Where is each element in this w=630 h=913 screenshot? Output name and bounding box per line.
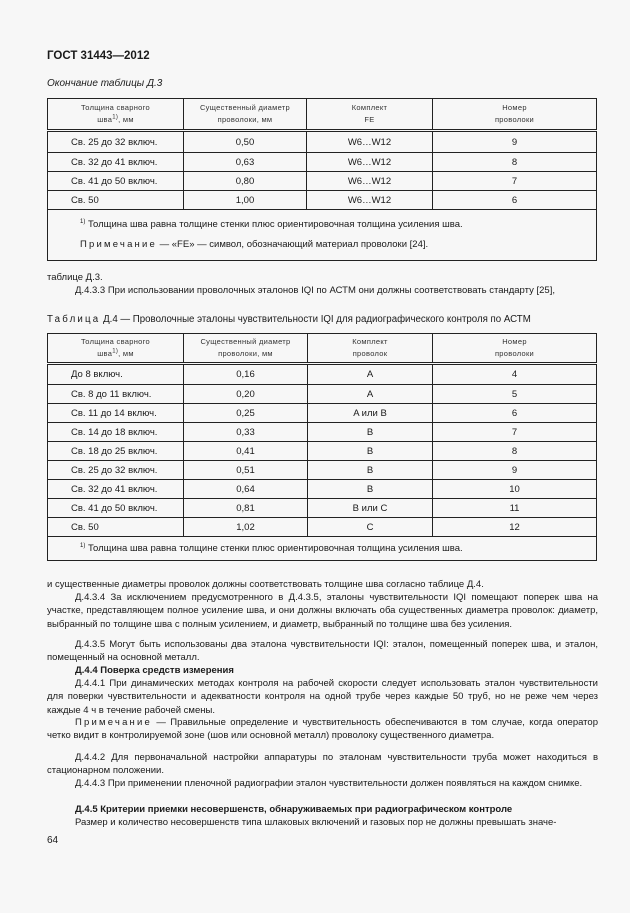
footnote: $^{1)}$ Толщина шва равна толщине стенки плюс ориентировочная толщина усиления шва.: [80, 218, 463, 230]
table-row: Св. 8 до 11 включ. 0,20 A 5: [48, 385, 597, 404]
table-footnote-row: [48, 537, 597, 561]
table-continuation-caption: Окончание таблицы Д.3: [47, 78, 163, 89]
table-row: До 8 включ. 0,16 A 4: [48, 364, 597, 385]
page-number: 64: [47, 835, 59, 846]
col-header-set: Комплект FE: [307, 99, 433, 131]
paragraph-d433: Д.4.3.3 При использовании проволочных эталонов IQI по АСТМ они должны соответствовать стандарту [25],: [75, 285, 555, 296]
heading-d45: Д.4.5 Критерии приемки несовершенств, обнаруживаемых при радиографическом контроле: [75, 804, 513, 815]
document-id: ГОСТ 31443—2012: [47, 50, 150, 62]
paragraph-continuation: таблице Д.3.: [47, 272, 103, 283]
table-row: Св. 32 до 41 включ. 0,63 W6…W12 8: [48, 153, 597, 172]
footnote: $^{1)}$ Толщина шва равна толщине стенки плюс ориентировочная толщина усиления шва.: [48, 537, 597, 561]
col-header-wire-number: Номер проволоки: [433, 334, 597, 364]
table-row: Св. 32 до 41 включ. 0,64 B 10: [48, 480, 597, 499]
table-row: Св. 41 до 50 включ. 0,80 W6…W12 7: [48, 172, 597, 191]
paragraph-d4-continuation: и существенные диаметры проволок должны соответствовать толщине шва согласно таблице Д.4.: [47, 579, 484, 590]
col-header-thickness: Толщина сварного шва$^{1)}$, мм: [48, 99, 184, 131]
paragraph-d442: Д.4.4.2 Для первоначальной настройки аппаратуры по эталонам чувствительности труба может находиться в стационарном положении.: [47, 752, 598, 777]
paragraph-d441: Д.4.4.1 При динамических методах контроля на рабочей скорости следует использовать эталон чувствительности для поверки чувствительности и адекватности контроля на одной трубе через каждые 50 труб, но не реже чем через каждые 4 ч в течение рабочей смены.: [47, 678, 598, 716]
table-d4-title: Таблица Д.4 — Проволочные эталоны чувствительности IQI для радиографического контроля по АСТМ: [47, 314, 531, 325]
paragraph-d443: Д.4.4.3 При применении пленочной радиографии эталон чувствительности должен появляться на каждом снимке.: [75, 778, 583, 789]
note: Примечание — «FE» — символ, обозначающий материал проволоки [24].: [80, 239, 429, 250]
col-header-wire-set: Комплект проволок: [308, 334, 433, 364]
table-d4: [47, 333, 597, 561]
table-d3: [47, 98, 597, 261]
table-row: Св. 50 1,02 C 12: [48, 518, 597, 537]
table-row: Св. 14 до 18 включ. 0,33 B 7: [48, 423, 597, 442]
table-row: Св. 41 до 50 включ. 0,81 B или C 11: [48, 499, 597, 518]
paragraph-d435: Д.4.3.5 Могут быть использованы два эталона чувствительности IQI: эталон, помещенный поперек шва, и эталон, помещенный на основной металл.: [47, 639, 598, 664]
paragraph-d45: Размер и количество несовершенств типа шлаковых включений и газовых пор не должны превышать значе-: [75, 817, 557, 828]
table-row: Св. 50 1,00 W6…W12 6: [48, 191, 597, 210]
note-d441: Примечание — Правильные определение и чувствительность обеспечиваются в том случае, когда оператор четко видит в контролируемой зоне (шов или основной металл) проволоку существенного диаметра.: [47, 717, 598, 742]
table-row: Св. 18 до 25 включ. 0,41 B 8: [48, 442, 597, 461]
table-row: Св. 25 до 32 включ. 0,50 W6…W12 9: [48, 131, 597, 153]
heading-d44: Д.4.4 Поверка средств измерения: [75, 665, 234, 676]
col-header-wire-number: Номер проволоки: [433, 99, 597, 131]
table-row: Св. 25 до 32 включ. 0,51 B 9: [48, 461, 597, 480]
col-header-thickness: Толщина сварного шва$^{1)}$, мм: [48, 334, 184, 364]
paragraph-d434: Д.4.3.4 За исключением предусмотренного в Д.4.3.5, эталоны чувствительности IQI помещают поперек шва на участке, представляющем полное усиление шва, и они должны включать оба существенных диаметра проволок: диаметр, выбранный по толщине шва с полным усилением, и диаметр, выбранный по толщине шва без усиления.: [47, 592, 598, 630]
table-footnote-row: [48, 210, 597, 261]
table-row: Св. 11 до 14 включ. 0,25 A или B 6: [48, 404, 597, 423]
col-header-diameter: Существенный диаметр проволоки, мм: [184, 334, 308, 364]
col-header-diameter: Существенный диаметр проволоки, мм: [184, 99, 307, 131]
